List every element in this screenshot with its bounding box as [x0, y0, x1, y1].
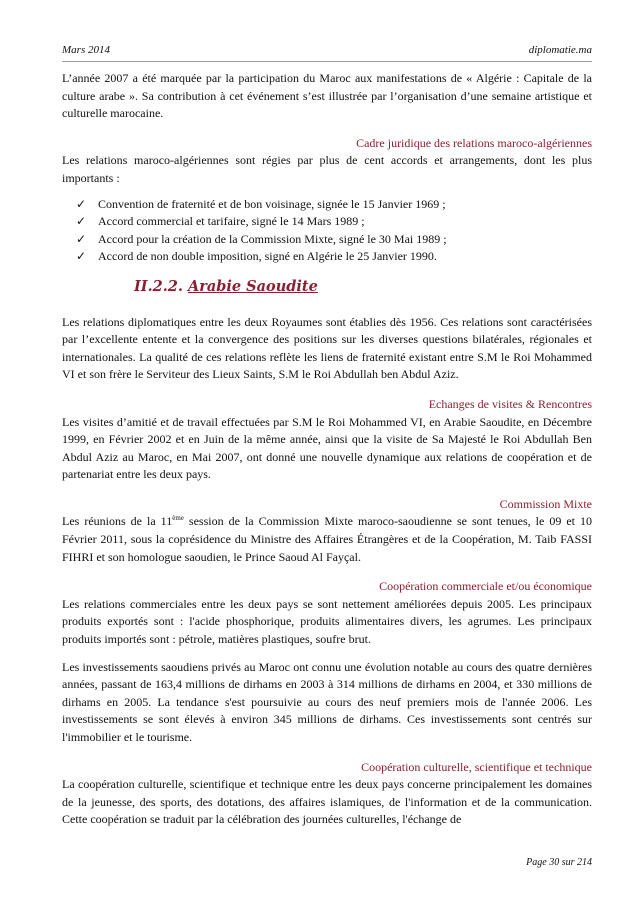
header-date: Mars 2014	[62, 44, 110, 56]
agreements-list	[62, 196, 592, 266]
commission-text-start: Les réunions de la 11	[62, 514, 173, 529]
echanges-paragraph: Les visites d’amitié et de travail effectuées par S.M le Roi Mohammed VI, en Arabie Saoudite, en Décembre 1999, en Février 2002 et en Juin de la même année, ainsi que la visite de Sa Majesté le Roi Abdullah Ben Abdul Aziz au Maroc, en Mai 2007, ont donné une nouvelle dynamique aux relations de coopération et de partenariat entre les deux pays.	[62, 414, 592, 482]
relations-paragraph: Les relations diplomatiques entre les deux Royaumes sont établies dès 1956. Ces relations sont caractérisées par l’excellente entente et la convergence des positions sur les diverses questions bilatérales, régionales et internationales. La qualité de ces relations reflète les liens de fraternité existant entre S.M le Roi Mohammed VI et son frère le Serviteur des Lieux Saints, S.M le Roi Abdullah ben Abdul Aziz.	[62, 314, 592, 382]
subheading-cadre: Cadre juridique des relations maroco-algériennes	[356, 135, 592, 150]
list-item-text: Accord commercial et tarifaire, signé le 14 Mars 1989 ;	[98, 214, 365, 229]
subheading-commission: Commission Mixte	[499, 496, 592, 511]
cadre-paragraph: Les relations maroco-algériennes sont régies par plus de cent accords et arrangements, dont les plus importants :	[62, 153, 592, 185]
list-item-text: Accord pour la création de la Commission Mixte, signé le 30 Mai 1989 ;	[98, 231, 447, 246]
investments-paragraph: Les investissements saoudiens privés au Maroc ont connu une évolution notable au cours des quatre dernières années, passant de 163,4 millions de dirhams en 2003 à 314 millions de dirhams en 2004, et 330 millions de dirhams en 2005. La tendance s'est poursuivie au cours des neuf premiers mois de l'année 2006. Les investissements se sont élevés à environ 345 millions de dirhams. Ces investissements sont centrés sur l'immobilier et le tourisme.	[62, 659, 592, 744]
subheading-echanges: Echanges de visites & Rencontres	[428, 396, 592, 411]
check-icon: ✓	[76, 249, 87, 264]
check-icon: ✓	[76, 214, 87, 229]
section-number: II.2.2.	[134, 277, 183, 295]
intro-paragraph: L’année 2007 a été marquée par la participation du Maroc aux manifestations de « Algérie : Capitale de la culture arabe ». Sa contribution à cet événement s’est illustrée par l’organisation d’une semaine artistique et culturelle marocaine.	[62, 71, 592, 121]
commerce-paragraph: Les relations commerciales entre les deux pays se sont nettement améliorées depuis 2005. Les principaux produits exportés sont : l'acide phosphorique, produits alimentaires divers, les agrumes. Les principaux produits importés sont : pétrole, matières plastiques, soufre brut.	[62, 596, 592, 647]
section-title: Arabie Saoudite	[187, 277, 318, 295]
commission-paragraph	[62, 513, 592, 566]
document-body	[62, 70, 592, 829]
subheading-commerce: Coopération commerciale et/ou économique	[379, 579, 592, 594]
list-item	[76, 248, 592, 266]
list-item-text: Accord de non double imposition, signé en Algérie le 25 Janvier 1990.	[98, 249, 437, 264]
check-icon: ✓	[76, 196, 87, 211]
section-heading	[134, 278, 592, 296]
culture-paragraph: La coopération culturelle, scientifique et technique entre les deux pays concerne principalement les domaines de la jeunesse, des sports, des dotations, des affaires islamiques, de l'information et de la communication. Cette coopération se traduit par la célébration des journées culturelles, l'échange de	[62, 777, 592, 827]
list-item	[76, 231, 592, 249]
list-item	[76, 196, 592, 214]
commission-text-end: session de la Commission Mixte maroco-saoudienne se sont tenues, le 09 et 10 Février 2011, sous la coprésidence du Ministre des Affaires Étrangères et de la Coopération, M. Taib FASSI FIHRI et son homologue saoudien, le Prince Saoud Al Fayçal.	[62, 514, 593, 564]
spacer	[62, 649, 592, 659]
page-number: Page 30 sur 214	[526, 857, 592, 868]
list-item	[76, 213, 592, 231]
subheading-culture: Coopération culturelle, scientifique et technique	[361, 759, 592, 774]
ordinal-superscript: ème	[172, 514, 184, 523]
header-rule	[62, 61, 592, 62]
list-item-text: Convention de fraternité et de bon voisinage, signée le 15 Janvier 1969 ;	[98, 196, 446, 211]
header-site: diplomatie.ma	[528, 44, 592, 56]
check-icon: ✓	[76, 231, 87, 246]
